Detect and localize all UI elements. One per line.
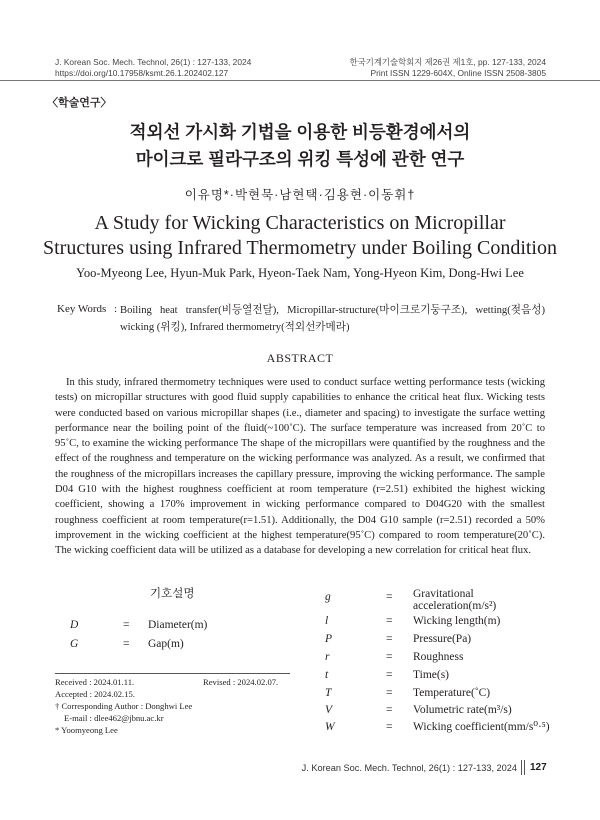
abstract-body: In this study, infrared thermometry techniques were used to conduct surface wetting performance tests (wicking tests) on micropillar structures with good fluid supply capabilities to enhance the critical heat flux. Wicking tests were conducted based on various micropillar shapes (i.e., diameter and spacing) to investigate the surface wetting performance near the boiling point of the fluid(~100˚C). The surface temperature was increased from 20˚C to 95˚C, to examine the wicking performance The shape of the micropillars were quantified by the roughness and the effect of the roughness and temperature on the wicking performance was analyzed. As a result, we confirmed that the roughness of the micropillars increases the capillary pressure, improving the wicking performance. The sample D04 G10 with the highest roughness coefficient at room temperature (r=2.51) exhibited the highest wicking coefficient, showing a 170% improvement in wicking performance compared to D04G20 with the smallest roughness coefficient at room temperature(r=1.51). Additionally, the D04 G10 sample (r=2.51) recorded a 50% improvement in the wicking coefficient at the highest temperature(95˚C) compared to room temperature(20˚C). The wicking coefficient data will be utilized as a database for developing a new correlation for critical heat flux. xyxy=(55,377,545,557)
nomenclature-equals: = xyxy=(386,687,393,699)
nomenclature-equals: = xyxy=(386,615,393,627)
nomenclature-equals: = xyxy=(386,591,393,603)
nomenclature-symbol: V xyxy=(325,704,333,716)
corresponding-author: † Corresponding Author : Donghwi Lee xyxy=(55,701,193,711)
nomenclature-description: Time(s) xyxy=(413,669,449,681)
abstract-title: ABSTRACT xyxy=(266,351,334,365)
keywords-text: Boiling heat transfer(비등열전달), Micropillar-structure(마이크로기둥구조), wetting(젖음성) wicking (위킹), Infrared thermometry(적외선카메라) xyxy=(120,305,545,333)
nomenclature-equals: = xyxy=(386,651,393,663)
nomenclature-description: Temperature(˚C) xyxy=(413,687,491,699)
nomenclature-equals: = xyxy=(123,638,130,650)
keywords-colon: : xyxy=(114,303,118,315)
nomenclature-symbol: l xyxy=(325,615,329,627)
journal-korean-header: 한국기계기술학회지 제26권 제1호, pp. 127-133, 2024 xyxy=(349,57,546,67)
nomenclature-description: Roughness xyxy=(413,651,464,663)
doi-link[interactable]: https://doi.org/10.17958/ksmt.26.1.202402.127 xyxy=(55,68,229,78)
footer-citation: J. Korean Soc. Mech. Technol, 26(1) : 127-133, 2024 xyxy=(301,763,517,773)
accepted-date: Accepted : 2024.02.15. xyxy=(55,689,135,699)
english-title-line-1: A Study for Wicking Characteristics on Micropillar xyxy=(94,212,506,234)
korean-title-line-1: 적외선 가시화 기법을 이용한 비등환경에서의 xyxy=(129,122,471,142)
nomenclature-equals: = xyxy=(386,669,393,681)
english-title-line-2: Structures using Infrared Thermometry under Boiling Condition xyxy=(43,237,557,259)
nomenclature-symbol: W xyxy=(325,721,335,733)
nomenclature-description: Pressure(Pa) xyxy=(413,633,472,645)
journal-citation-header: J. Korean Soc. Mech. Technol, 26(1) : 127-133, 2024 xyxy=(55,57,252,67)
nomenclature-description: Volumetric rate(m³/s) xyxy=(413,704,512,716)
keywords-label: Key Words xyxy=(57,303,107,315)
nomenclature-equals: = xyxy=(123,619,130,631)
english-authors: Yoo-Myeong Lee, Hyun-Muk Park, Hyeon-Taek Nam, Yong-Hyeon Kim, Dong-Hwi Lee xyxy=(76,266,524,280)
page-number: 127 xyxy=(530,762,547,773)
nomenclature-title: 기호설명 xyxy=(150,588,195,600)
nomenclature-equals: = xyxy=(386,704,393,716)
nomenclature-description: Wicking length(m) xyxy=(413,615,501,627)
nomenclature-equals: = xyxy=(386,633,393,645)
nomenclature-symbol: D xyxy=(70,619,79,631)
article-info-rule xyxy=(55,673,290,674)
issn-header: Print ISSN 1229-604X, Online ISSN 2508-3805 xyxy=(370,68,546,78)
section-tag: 〈학술연구〉 xyxy=(47,97,112,109)
nomenclature-description: Gap(m) xyxy=(148,638,184,650)
nomenclature-symbol: T xyxy=(325,687,332,699)
received-date: Received : 2024.01.11. xyxy=(55,677,135,687)
nomenclature-equals: = xyxy=(386,721,393,733)
corresponding-email[interactable]: E-mail : dlee462@jbnu.ac.kr xyxy=(64,713,164,723)
footer-divider xyxy=(521,760,522,775)
korean-title-line-2: 마이크로 필라구조의 위킹 특성에 관한 연구 xyxy=(135,149,465,169)
nomenclature-symbol: g xyxy=(325,591,331,603)
nomenclature-description: Gravitational acceleration(m/s²) xyxy=(413,588,497,612)
revised-date: Revised : 2024.02.07. xyxy=(203,677,279,687)
nomenclature-symbol: r xyxy=(325,651,330,663)
nomenclature-symbol: G xyxy=(70,638,79,650)
nomenclature-description: Wicking coefficient(mm/s⁰·⁵) xyxy=(413,721,550,733)
nomenclature-symbol: t xyxy=(325,669,329,681)
nomenclature-description: Diameter(m) xyxy=(148,619,208,631)
footer-divider xyxy=(524,760,525,775)
korean-authors: 이유명*·박현묵·남현택·김용현·이동휘† xyxy=(184,188,416,202)
first-author-note: * Yoomyeong Lee xyxy=(55,725,118,735)
header-rule xyxy=(0,80,600,81)
nomenclature-symbol: P xyxy=(325,633,333,645)
